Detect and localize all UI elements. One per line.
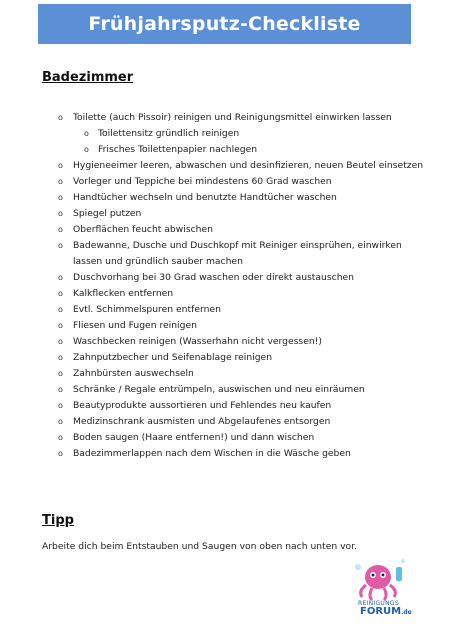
logo-text-reinigungs: REINIGUNGS — [358, 600, 399, 607]
list-item — [0, 398, 452, 414]
bullet-icon: o — [58, 385, 63, 394]
list-item-text: Beautyprodukte aussortieren und Fehlendes neu kaufen — [73, 400, 332, 411]
list-item — [0, 286, 452, 302]
bullet-icon: o — [58, 353, 63, 362]
list-item-text: Zahnbürsten auswechseln — [73, 368, 194, 379]
list-item — [0, 446, 452, 462]
list-item-text: Toilettensitz gründlich reinigen — [98, 128, 240, 139]
list-item — [0, 238, 452, 254]
list-item-text: Badezimmerlappen nach dem Wischen in die Wäsche geben — [73, 448, 351, 459]
bullet-icon: o — [58, 305, 63, 314]
list-item-text: Schränke / Regale entrümpeln, auswischen und neu einräumen — [73, 384, 365, 395]
list-item-text: Boden saugen (Haare entfernen!) und dann wischen — [73, 432, 315, 443]
list-item — [0, 334, 452, 350]
page-title: Frühjahrsputz-Checkliste — [88, 13, 361, 35]
section-heading-badezimmer: Badezimmer — [42, 70, 134, 85]
tip-text: Arbeite dich beim Entstauben und Saugen von oben nach unten vor. — [42, 541, 358, 552]
list-item — [0, 366, 452, 382]
list-item-text: Zahnputzbecher und Seifenablage reinigen — [73, 352, 273, 363]
list-item — [0, 430, 452, 446]
list-item — [0, 222, 452, 238]
list-item — [0, 254, 452, 270]
list-item — [0, 110, 452, 126]
list-item — [0, 382, 452, 398]
bullet-icon: o — [58, 113, 63, 122]
list-item-text: Vorleger und Teppiche bei mindestens 60 Grad waschen — [73, 176, 332, 187]
bullet-icon: o — [58, 225, 63, 234]
title-banner — [38, 4, 411, 44]
list-item-text: Badewanne, Dusche und Duschkopf mit Reiniger einsprühen, einwirken — [73, 240, 402, 251]
list-item — [0, 206, 452, 222]
bullet-icon: o — [58, 193, 63, 202]
bullet-icon: o — [58, 321, 63, 330]
list-item-text: Evtl. Schimmelspuren entfernen — [73, 304, 221, 315]
bullet-icon: o — [84, 129, 89, 138]
list-item — [0, 190, 452, 206]
list-item-text: Handtücher wechseln und benutzte Handtücher waschen — [73, 192, 337, 203]
list-item-text: Oberflächen feucht abwischen — [73, 224, 213, 235]
list-item-text: Duschvorhang bei 30 Grad waschen oder direkt austauschen — [73, 272, 354, 283]
list-item — [0, 158, 452, 174]
bullet-icon: o — [58, 417, 63, 426]
list-item-text: Fliesen und Fugen reinigen — [73, 320, 197, 331]
bullet-icon: o — [58, 433, 63, 442]
list-item-text: Waschbecken reinigen (Wasserhahn nicht vergessen!) — [73, 336, 322, 347]
bullet-icon: o — [58, 289, 63, 298]
bullet-icon: o — [58, 449, 63, 458]
list-item — [0, 302, 452, 318]
bullet-icon: o — [58, 369, 63, 378]
section-heading-tipp: Tipp — [42, 513, 74, 528]
list-item-text: Spiegel putzen — [73, 208, 142, 219]
list-item — [0, 414, 452, 430]
list-item — [0, 270, 452, 286]
bullet-icon: o — [58, 209, 63, 218]
sub-list-item — [0, 126, 452, 142]
bullet-icon: o — [84, 145, 89, 154]
logo-text-forum: FORUM.de — [360, 606, 412, 617]
list-item — [0, 318, 452, 334]
sub-list-item — [0, 142, 452, 158]
list-item — [0, 350, 452, 366]
list-item-text: Medizinschrank ausmisten und Abgelaufenes entsorgen — [73, 416, 331, 427]
list-item — [0, 174, 452, 190]
list-item-text: Kalkflecken entfernen — [73, 288, 174, 299]
list-item-text: lassen und gründlich sauber machen — [73, 256, 243, 267]
bullet-icon: o — [58, 401, 63, 410]
bullet-icon: o — [58, 161, 63, 170]
bullet-icon: o — [58, 337, 63, 346]
bullet-icon: o — [58, 273, 63, 282]
list-item-text: Hygieneeimer leeren, abwaschen und desinfizieren, neuen Beutel einsetzen — [73, 160, 424, 171]
list-item-text: Frisches Toilettenpapier nachlegen — [98, 144, 258, 155]
list-item-text: Toilette (auch Pissoir) reinigen und Reinigungsmittel einwirken lassen — [73, 112, 392, 123]
bullet-icon: o — [58, 241, 63, 250]
bullet-icon: o — [58, 177, 63, 186]
checklist — [0, 110, 452, 462]
